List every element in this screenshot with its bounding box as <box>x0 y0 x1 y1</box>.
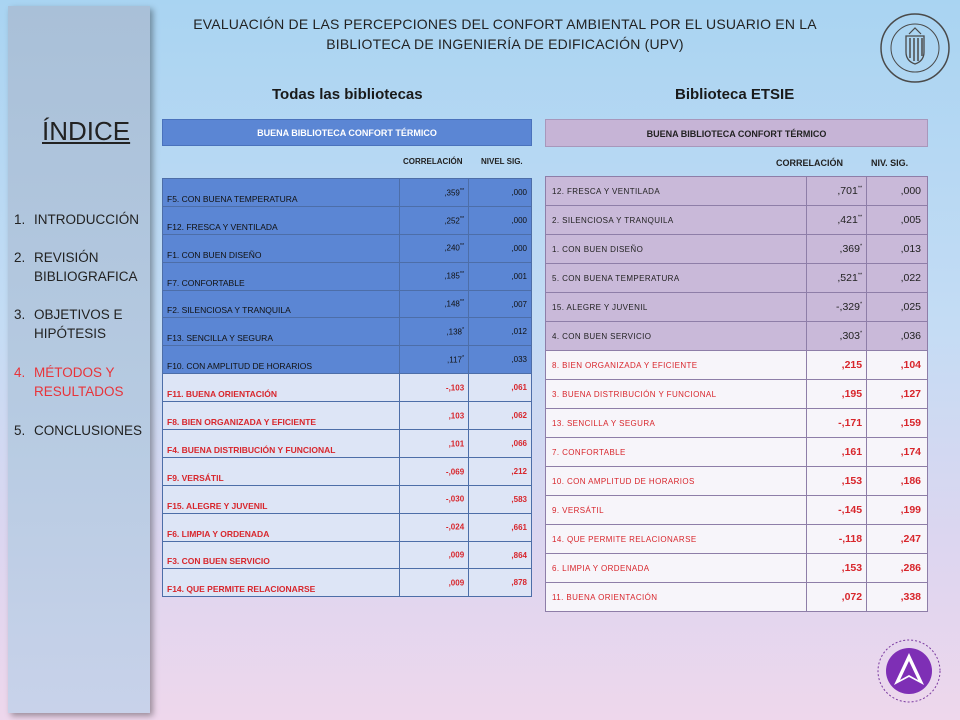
correlation-cell <box>807 206 867 235</box>
nav-item-number: 5. <box>14 423 26 438</box>
correlation-cell <box>400 179 469 207</box>
significance-mark: * <box>859 301 863 308</box>
correlation-value: ,240 <box>444 244 460 254</box>
correlation-cell <box>400 402 469 430</box>
factor-label: 15. ALEGRE Y JUVENIL <box>546 293 807 322</box>
significance-value: ,878 <box>469 569 532 597</box>
correlation-value: ,185 <box>444 271 460 281</box>
right-col-correlacion: CORRELACIÓN <box>776 158 843 168</box>
significance-mark: ** <box>459 299 465 306</box>
table-row <box>546 380 928 409</box>
nav-item-number: 1. <box>14 212 26 227</box>
factor-label: 7. CONFORTABLE <box>546 438 807 467</box>
factor-label: F12. FRESCA Y VENTILADA <box>163 206 400 234</box>
table-row <box>546 409 928 438</box>
correlation-value: ,009 <box>448 578 465 588</box>
factor-label: 14. QUE PERMITE RELACIONARSE <box>546 525 807 554</box>
significance-value: ,199 <box>867 496 928 525</box>
significance-value: ,661 <box>469 513 532 541</box>
left-col-correlacion: CORRELACIÓN <box>403 157 463 166</box>
table-row <box>546 206 928 235</box>
significance-mark: ** <box>459 243 465 250</box>
index-title: ÍNDICE <box>42 116 131 146</box>
table-row <box>163 318 532 346</box>
factor-label: 2. SILENCIOSA Y TRANQUILA <box>546 206 807 235</box>
factor-label: 4. CON BUEN SERVICIO <box>546 322 807 351</box>
factor-label: 12. FRESCA Y VENTILADA <box>546 177 807 206</box>
correlation-value: -,103 <box>445 383 465 393</box>
correlation-cell <box>807 293 867 322</box>
significance-value: ,000 <box>867 177 928 206</box>
correlation-value: -,118 <box>838 533 863 545</box>
nav-item-label: MÉTODOS Y RESULTADOS <box>34 365 124 399</box>
factor-label: 9. VERSÁTIL <box>546 496 807 525</box>
correlation-value: ,009 <box>448 550 465 560</box>
title-line-2: BIBLIOTECA DE INGENIERÍA DE EDIFICACIÓN (UPV) <box>326 36 684 52</box>
significance-mark: ** <box>857 272 863 279</box>
sidebar <box>8 6 150 713</box>
nav-item-label: CONCLUSIONES <box>34 423 143 438</box>
factor-label: 11. BUENA ORIENTACIÓN <box>546 583 807 612</box>
factor-label: 6. LIMPIA Y ORDENADA <box>546 554 807 583</box>
table-row <box>163 206 532 234</box>
table-row <box>546 554 928 583</box>
correlation-value: -,329 <box>836 301 860 313</box>
significance-value: ,864 <box>469 541 532 569</box>
significance-mark: ** <box>459 215 465 222</box>
school-logo-icon <box>874 636 944 706</box>
correlation-cell <box>400 457 469 485</box>
factor-label: 10. CON AMPLITUD DE HORARIOS <box>546 467 807 496</box>
correlation-value: ,101 <box>448 439 465 449</box>
table-row <box>163 402 532 430</box>
factor-label: 8. BIEN ORGANIZADA Y EFICIENTE <box>546 351 807 380</box>
factor-label: F5. CON BUENA TEMPERATURA <box>163 179 400 207</box>
correlation-cell <box>807 409 867 438</box>
correlation-value: ,153 <box>841 562 863 574</box>
significance-mark: * <box>462 327 465 334</box>
correlation-cell <box>807 438 867 467</box>
significance-mark: ** <box>459 187 465 194</box>
correlation-value: ,138 <box>446 327 463 337</box>
significance-mark: ** <box>857 185 863 192</box>
significance-value: ,012 <box>469 318 532 346</box>
table-row <box>163 346 532 374</box>
correlation-cell <box>807 322 867 351</box>
right-col-niv-sig: NIV. SIG. <box>871 158 909 168</box>
factor-label: F3. CON BUEN SERVICIO <box>163 541 400 569</box>
table-row <box>163 485 532 513</box>
correlation-value: ,521 <box>837 272 858 284</box>
significance-value: ,036 <box>867 322 928 351</box>
table-row <box>163 513 532 541</box>
correlation-cell <box>400 234 469 262</box>
left-heading: Todas las bibliotecas <box>272 86 423 103</box>
significance-value: ,159 <box>867 409 928 438</box>
factor-label: F13. SENCILLA Y SEGURA <box>163 318 400 346</box>
left-correlation-table <box>162 178 532 597</box>
correlation-cell <box>400 541 469 569</box>
correlation-cell <box>400 430 469 458</box>
correlation-cell <box>400 374 469 402</box>
correlation-cell <box>807 380 867 409</box>
significance-value: ,001 <box>469 262 532 290</box>
right-heading: Biblioteca ETSIE <box>675 86 795 103</box>
significance-value: ,104 <box>867 351 928 380</box>
correlation-value: ,153 <box>841 475 863 487</box>
correlation-value: -,171 <box>838 417 863 429</box>
correlation-cell <box>807 467 867 496</box>
factor-label: F8. BIEN ORGANIZADA Y EFICIENTE <box>163 402 400 430</box>
correlation-value: ,072 <box>841 591 863 603</box>
correlation-cell <box>400 569 469 597</box>
significance-mark: * <box>462 354 465 361</box>
left-table-banner: BUENA BIBLIOTECA CONFORT TÉRMICO <box>162 119 532 146</box>
significance-value: ,000 <box>469 179 532 207</box>
factor-label: 13. SENCILLA Y SEGURA <box>546 409 807 438</box>
table-row <box>546 438 928 467</box>
table-row <box>546 467 928 496</box>
nav-item-number: 4. <box>14 365 26 380</box>
table-row <box>163 569 532 597</box>
significance-value: ,127 <box>867 380 928 409</box>
table-row <box>546 177 928 206</box>
significance-value: ,013 <box>867 235 928 264</box>
table-row <box>163 179 532 207</box>
correlation-value: -,069 <box>445 467 465 477</box>
correlation-cell <box>400 318 469 346</box>
correlation-value: -,030 <box>445 495 465 505</box>
factor-label: 1. CON BUEN DISEÑO <box>546 235 807 264</box>
significance-mark: * <box>859 243 863 250</box>
correlation-value: ,195 <box>841 388 863 400</box>
table-row <box>546 496 928 525</box>
factor-label: F2. SILENCIOSA Y TRANQUILA <box>163 290 400 318</box>
correlation-cell <box>807 525 867 554</box>
significance-value: ,174 <box>867 438 928 467</box>
significance-value: ,338 <box>867 583 928 612</box>
correlation-value: ,421 <box>837 214 858 226</box>
table-row <box>163 541 532 569</box>
table-row <box>163 262 532 290</box>
right-table-banner: BUENA BIBLIOTECA CONFORT TÉRMICO <box>545 119 928 147</box>
nav-item-label: REVISIÓN BIBLIOGRAFICA <box>34 250 138 284</box>
significance-value: ,066 <box>469 430 532 458</box>
significance-value: ,033 <box>469 346 532 374</box>
correlation-value: ,161 <box>841 446 863 458</box>
correlation-cell <box>807 583 867 612</box>
significance-value: ,025 <box>867 293 928 322</box>
nav-item-label: INTRODUCCIÓN <box>34 212 139 227</box>
factor-label: 3. BUENA DISTRIBUCIÓN Y FUNCIONAL <box>546 380 807 409</box>
table-row <box>546 322 928 351</box>
correlation-value: ,701 <box>837 185 858 197</box>
factor-label: F11. BUENA ORIENTACIÓN <box>163 374 400 402</box>
factor-label: F4. BUENA DISTRIBUCIÓN Y FUNCIONAL <box>163 430 400 458</box>
correlation-value: ,359 <box>444 188 460 198</box>
table-row <box>163 457 532 485</box>
university-seal-icon <box>879 12 951 84</box>
correlation-value: ,148 <box>444 299 460 309</box>
correlation-cell <box>807 554 867 583</box>
table-row <box>546 264 928 293</box>
correlation-cell <box>400 262 469 290</box>
nav-item-number: 2. <box>14 250 26 265</box>
factor-label: F15. ALEGRE Y JUVENIL <box>163 485 400 513</box>
correlation-value: ,252 <box>444 216 460 226</box>
factor-label: F7. CONFORTABLE <box>163 262 400 290</box>
correlation-cell <box>807 235 867 264</box>
table-row <box>546 583 928 612</box>
factor-label: 5. CON BUENA TEMPERATURA <box>546 264 807 293</box>
page-title <box>175 14 835 54</box>
left-col-nivel-sig: NIVEL SIG. <box>481 157 523 166</box>
significance-mark: ** <box>459 271 465 278</box>
significance-value: ,062 <box>469 402 532 430</box>
table-row <box>163 290 532 318</box>
significance-value: ,186 <box>867 467 928 496</box>
correlation-cell <box>400 485 469 513</box>
factor-label: F10. CON AMPLITUD DE HORARIOS <box>163 346 400 374</box>
nav-item-number: 3. <box>14 307 26 322</box>
significance-value: ,000 <box>469 234 532 262</box>
correlation-cell <box>807 177 867 206</box>
correlation-cell <box>807 351 867 380</box>
correlation-value: -,145 <box>838 504 863 516</box>
table-row <box>546 293 928 322</box>
table-row <box>163 374 532 402</box>
significance-mark: * <box>859 330 863 337</box>
factor-label: F1. CON BUEN DISEÑO <box>163 234 400 262</box>
significance-value: ,286 <box>867 554 928 583</box>
table-row <box>546 351 928 380</box>
table-row <box>546 235 928 264</box>
significance-value: ,212 <box>469 457 532 485</box>
correlation-cell <box>400 513 469 541</box>
significance-value: ,583 <box>469 485 532 513</box>
correlation-cell <box>400 206 469 234</box>
factor-label: F9. VERSÁTIL <box>163 457 400 485</box>
table-row <box>163 430 532 458</box>
significance-value: ,022 <box>867 264 928 293</box>
correlation-cell <box>400 346 469 374</box>
significance-value: ,000 <box>469 206 532 234</box>
factor-label: F6. LIMPIA Y ORDENADA <box>163 513 400 541</box>
significance-value: ,005 <box>867 206 928 235</box>
correlation-value: ,369 <box>839 243 860 255</box>
table-row <box>546 525 928 554</box>
factor-label: F14. QUE PERMITE RELACIONARSE <box>163 569 400 597</box>
significance-mark: ** <box>857 214 863 221</box>
correlation-value: ,215 <box>841 359 863 371</box>
nav-item-label: OBJETIVOS E HIPÓTESIS <box>34 307 123 341</box>
significance-value: ,061 <box>469 374 532 402</box>
correlation-cell <box>807 264 867 293</box>
correlation-value: ,103 <box>448 411 465 421</box>
correlation-value: ,117 <box>447 355 463 365</box>
right-correlation-table <box>545 176 928 612</box>
correlation-value: ,303 <box>839 330 860 342</box>
significance-value: ,247 <box>867 525 928 554</box>
correlation-value: -,024 <box>445 522 465 532</box>
table-row <box>163 234 532 262</box>
significance-value: ,007 <box>469 290 532 318</box>
title-line-1: EVALUACIÓN DE LAS PERCEPCIONES DEL CONFORT AMBIENTAL POR EL USUARIO EN LA <box>193 16 817 32</box>
correlation-cell <box>400 290 469 318</box>
correlation-cell <box>807 496 867 525</box>
